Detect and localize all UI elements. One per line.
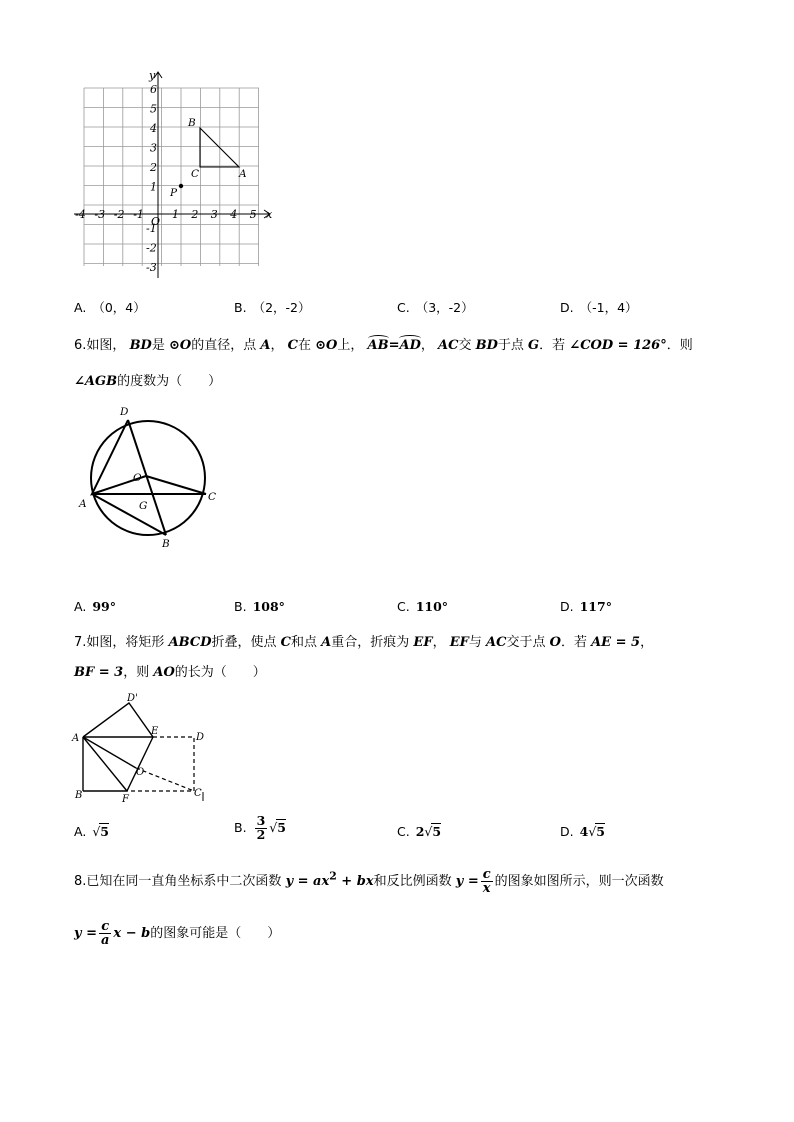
option-letter: B.	[234, 300, 247, 315]
x-tick-label: -4	[75, 208, 86, 221]
label-d-prime: D'	[127, 693, 138, 704]
q6-option-c[interactable]	[397, 599, 448, 614]
q6-stem-line2: ∠AGB的度数为（ ）	[74, 374, 222, 389]
q5-option-c[interactable]	[397, 298, 474, 316]
label-e: E	[151, 726, 159, 737]
y-tick-label: -3	[146, 261, 157, 274]
option-value: （0，4）	[92, 300, 146, 315]
q8-stem-line2: y = $\frac{c}{a}$ x − b的图象可能是（ ）	[74, 919, 281, 948]
q5-option-a[interactable]	[74, 298, 146, 316]
q7-option-a[interactable]	[74, 823, 109, 839]
option-value: 99°	[92, 599, 116, 614]
option-value: 117°	[579, 599, 612, 614]
y-tick-label: 2	[150, 161, 157, 174]
label-o: O	[136, 767, 145, 778]
x-tick-label: 4	[230, 208, 238, 221]
q5-option-d[interactable]	[560, 298, 638, 316]
option-letter: A.	[74, 599, 87, 614]
y-tick-label: 4	[150, 122, 157, 135]
option-value: （2，-2）	[252, 300, 311, 315]
option-letter: A.	[74, 300, 87, 315]
coordinate-grid-figure	[70, 68, 280, 283]
option-value: √5	[92, 824, 109, 839]
option-value: $\frac{3}{2}$ √5	[256, 813, 286, 842]
option-value: 4√5	[579, 824, 605, 839]
option-letter: A.	[74, 824, 87, 839]
option-letter: C.	[397, 300, 410, 315]
q6-option-a[interactable]	[74, 599, 116, 614]
y-axis-label: y	[149, 69, 156, 82]
x-tick-label: -2	[113, 208, 125, 221]
option-letter: C.	[397, 824, 410, 839]
label-o: O	[133, 472, 142, 484]
q8-stem-line1: 8.已知在同一直角坐标系中二次函数 $y = ax^2$ + bx和反比例函数 y = $\frac{c}{x}$ 的图象如图所示，则一次函数	[74, 867, 664, 896]
option-letter: D.	[560, 599, 574, 614]
label-b: B	[162, 538, 170, 550]
label-d: D	[120, 406, 129, 418]
x-tick-label: -3	[94, 208, 106, 221]
label-d: D	[196, 732, 205, 743]
q5-option-b[interactable]	[234, 298, 310, 316]
y-tick-label: 1	[150, 180, 157, 194]
q7-option-d[interactable]	[560, 823, 605, 839]
circle-figure	[76, 400, 226, 552]
option-value: 110°	[415, 599, 449, 614]
option-letter: D.	[560, 824, 574, 839]
option-letter: C.	[397, 599, 410, 614]
q7-stem-line2: BF = 3，则 AO的长为（ ）	[74, 665, 266, 680]
dashed-oc	[136, 768, 194, 791]
q6-stem-line1: 6.如图， BD是 ⊙O的直径，点 A， C在 ⊙O上， AB=AD， AC交 BD于点 G．若 ∠COD = 126°．则	[74, 338, 693, 353]
option-letter: B.	[234, 819, 247, 835]
option-value: （3，-2）	[415, 300, 474, 315]
label-g: G	[139, 500, 148, 512]
diag-ao	[83, 737, 136, 768]
segment-af	[83, 737, 127, 791]
y-tick-label: 6	[150, 83, 157, 96]
point-c-label: C	[191, 168, 200, 180]
q6-option-d[interactable]	[560, 599, 612, 614]
x-axis-label: x	[266, 208, 273, 221]
origin-label: O	[151, 215, 161, 228]
label-c: C	[194, 788, 202, 799]
x-tick-label: 5	[249, 208, 257, 221]
point-b-label: B	[188, 117, 196, 129]
q7-option-b[interactable]	[234, 815, 286, 841]
option-value: 2√5	[415, 824, 442, 839]
label-f: F	[122, 794, 129, 805]
q7-stem-line1: 7.如图，将矩形 ABCD折叠，使点 C和点 A重合，折痕为 EF， EF与 AC交于点 O．若 AE = 5，	[74, 635, 654, 650]
point-p	[179, 184, 183, 188]
y-tick-label: 5	[150, 102, 157, 116]
dashed-edc	[127, 737, 194, 791]
point-p-label: P	[170, 187, 178, 199]
segment-oc	[146, 476, 206, 494]
label-c: C	[208, 491, 217, 503]
label-a: A	[79, 498, 87, 510]
folded-rectangle-figure	[70, 688, 220, 806]
y-tick-label: -2	[146, 241, 157, 255]
option-letter: D.	[560, 300, 574, 315]
label-a: A	[72, 733, 80, 744]
x-tick-label: 2	[191, 208, 199, 221]
x-tick-label: -1	[133, 208, 144, 221]
x-tick-label: 1	[172, 208, 179, 221]
x-tick-label: 3	[210, 208, 218, 221]
label-b: B	[75, 790, 83, 801]
point-a-label: A	[239, 168, 247, 180]
q6-option-b[interactable]	[234, 599, 285, 614]
q7-option-c[interactable]	[397, 823, 441, 839]
option-letter: B.	[234, 599, 247, 614]
option-value: （-1，4）	[579, 300, 638, 315]
y-tick-label: 3	[150, 141, 157, 155]
y-tick-label: -1	[146, 222, 157, 235]
option-value: 108°	[252, 599, 285, 614]
